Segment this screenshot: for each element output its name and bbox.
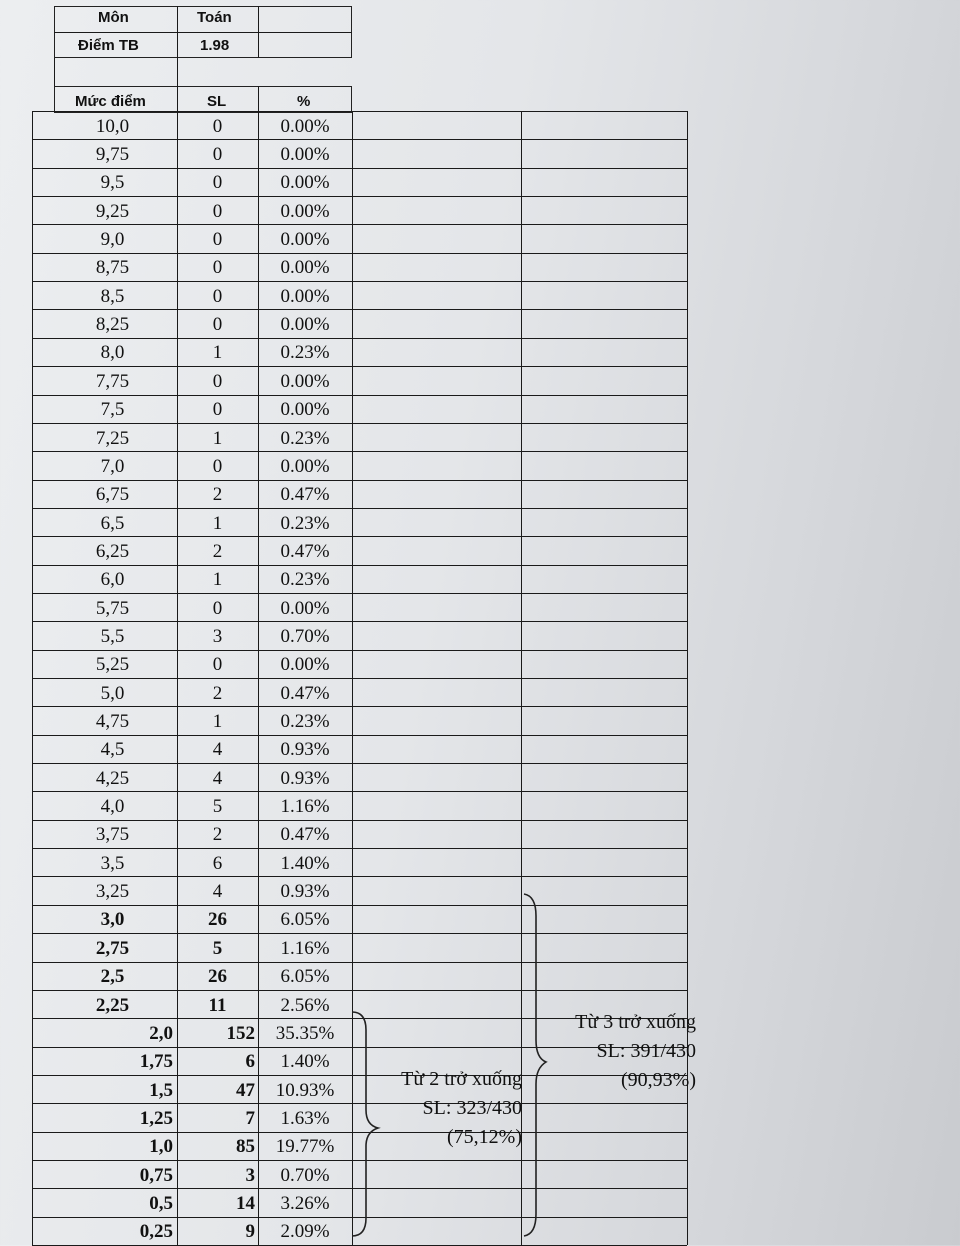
count-cell: 152 — [226, 1022, 255, 1044]
percent-cell: 0.00% — [280, 144, 330, 166]
percent-cell: 0.00% — [280, 370, 330, 392]
score-cell: 2,75 — [95, 937, 130, 959]
score-cell: 7,75 — [95, 370, 130, 392]
count-cell: 0 — [212, 597, 223, 619]
score-cell: 8,5 — [100, 285, 125, 307]
percent-cell: 0.47% — [280, 484, 330, 506]
percent-cell: 0.23% — [280, 512, 330, 534]
count-cell: 6 — [245, 1051, 255, 1073]
count-cell: 0 — [212, 370, 223, 392]
count-cell: 0 — [212, 229, 223, 251]
count-cell: 0 — [212, 654, 223, 676]
average-label: Điểm TB — [78, 37, 139, 54]
count-cell: 14 — [236, 1192, 255, 1214]
count-cell: 0 — [212, 399, 223, 421]
count-cell: 3 — [212, 625, 223, 647]
percent-cell: 0.00% — [280, 455, 330, 477]
percent-cell: 6.05% — [280, 909, 330, 931]
score-cell: 9,5 — [100, 172, 125, 194]
percent-cell: 0.00% — [280, 115, 330, 137]
percent-cell: 6.05% — [280, 966, 330, 988]
count-cell: 9 — [245, 1221, 255, 1243]
score-cell: 8,0 — [100, 342, 125, 364]
score-cell: 10,0 — [95, 115, 130, 137]
percent-cell: 1.63% — [280, 1107, 330, 1129]
score-cell: 9,25 — [95, 200, 130, 222]
percent-cell: 0.47% — [280, 824, 330, 846]
percent-cell: 1.16% — [280, 796, 330, 818]
percent-cell: 2.56% — [280, 994, 330, 1016]
percent-cell: 0.00% — [280, 314, 330, 336]
percent-cell: 0.00% — [280, 285, 330, 307]
count-cell: 0 — [212, 172, 223, 194]
count-cell: 0 — [212, 314, 223, 336]
note-below-2-title: Từ 2 trở xuống — [401, 1068, 522, 1090]
count-cell: 1 — [212, 342, 223, 364]
count-cell: 7 — [245, 1107, 255, 1129]
score-cell: 7,0 — [100, 455, 125, 477]
percent-cell: 35.35% — [275, 1022, 335, 1044]
count-cell: 4 — [212, 881, 223, 903]
subject-label: Môn — [98, 9, 129, 26]
count-cell: 26 — [208, 909, 227, 931]
percent-cell: 19.77% — [275, 1136, 335, 1158]
average-value: 1.98 — [200, 37, 230, 54]
percent-cell: 0.47% — [280, 540, 330, 562]
count-cell: 0 — [212, 144, 223, 166]
score-cell: 6,25 — [95, 540, 130, 562]
count-cell: 1 — [212, 427, 223, 449]
score-cell: 8,75 — [95, 257, 130, 279]
score-cell: 2,0 — [149, 1022, 173, 1044]
score-cell: 7,25 — [95, 427, 130, 449]
percent-cell: 0.23% — [280, 342, 330, 364]
score-cell: 0,75 — [139, 1164, 173, 1186]
score-cell: 1,25 — [139, 1107, 173, 1129]
score-cell: 2,25 — [95, 994, 130, 1016]
count-column-header: SL — [207, 93, 227, 110]
percent-cell: 0.93% — [280, 739, 330, 761]
score-cell: 8,25 — [95, 314, 130, 336]
score-cell: 5,5 — [100, 625, 125, 647]
count-cell: 0 — [212, 285, 223, 307]
count-cell: 2 — [212, 824, 223, 846]
score-cell: 9,0 — [100, 229, 125, 251]
percent-cell: 0.70% — [280, 625, 330, 647]
percent-cell: 1.40% — [280, 1051, 330, 1073]
percent-cell: 0.23% — [280, 569, 330, 591]
percent-cell: 0.00% — [280, 172, 330, 194]
score-cell: 4,0 — [100, 796, 125, 818]
score-cell: 0,25 — [139, 1221, 173, 1243]
count-cell: 5 — [212, 937, 223, 959]
score-cell: 7,5 — [100, 399, 125, 421]
count-cell: 4 — [212, 739, 223, 761]
count-cell: 11 — [208, 994, 227, 1016]
count-cell: 5 — [212, 796, 223, 818]
percent-cell: 0.47% — [280, 682, 330, 704]
percent-cell: 0.93% — [280, 767, 330, 789]
score-cell: 3,25 — [95, 881, 130, 903]
score-cell: 1,0 — [149, 1136, 173, 1158]
percent-cell: 0.00% — [280, 597, 330, 619]
score-cell: 9,75 — [95, 144, 130, 166]
note-below-2-percent: (75,12%) — [447, 1126, 522, 1148]
brace-below-3 — [524, 894, 546, 1236]
note-below-2-count: SL: 323/430 — [422, 1097, 522, 1119]
score-cell: 4,75 — [95, 711, 130, 733]
note-below-3-title: Từ 3 trở xuống — [575, 1011, 696, 1033]
count-cell: 2 — [212, 540, 223, 562]
percent-cell: 0.00% — [280, 200, 330, 222]
count-cell: 2 — [212, 484, 223, 506]
count-cell: 26 — [208, 966, 227, 988]
score-cell: 1,75 — [139, 1051, 173, 1073]
count-cell: 47 — [236, 1079, 255, 1101]
count-cell: 85 — [236, 1136, 255, 1158]
percent-cell: 0.93% — [280, 881, 330, 903]
note-below-3-count: SL: 391/430 — [596, 1040, 696, 1062]
subject-value: Toán — [197, 9, 232, 26]
score-cell: 6,0 — [100, 569, 125, 591]
score-cell: 5,0 — [100, 682, 125, 704]
score-cell: 2,5 — [100, 966, 125, 988]
percent-cell: 2.09% — [280, 1221, 330, 1243]
score-cell: 3,5 — [100, 852, 125, 874]
percent-column-header: % — [297, 93, 311, 110]
score-cell: 4,25 — [95, 767, 130, 789]
score-cell: 3,0 — [100, 909, 125, 931]
count-cell: 0 — [212, 455, 223, 477]
count-cell: 1 — [212, 569, 223, 591]
percent-cell: 1.16% — [280, 937, 330, 959]
percent-cell: 0.00% — [280, 229, 330, 251]
percent-cell: 0.00% — [280, 654, 330, 676]
note-below-3-percent: (90,93%) — [621, 1069, 696, 1091]
count-cell: 0 — [212, 115, 223, 137]
count-cell: 0 — [212, 257, 223, 279]
count-cell: 6 — [212, 852, 223, 874]
count-cell: 3 — [245, 1164, 255, 1186]
score-column-header: Mức điểm — [75, 93, 146, 110]
percent-cell: 0.00% — [280, 399, 330, 421]
percent-cell: 0.70% — [280, 1164, 330, 1186]
score-cell: 6,75 — [95, 484, 130, 506]
percent-cell: 1.40% — [280, 852, 330, 874]
brace-below-2 — [352, 1012, 378, 1236]
percent-cell: 0.00% — [280, 257, 330, 279]
score-cell: 6,5 — [100, 512, 125, 534]
count-cell: 2 — [212, 682, 223, 704]
count-cell: 1 — [212, 711, 223, 733]
count-cell: 1 — [212, 512, 223, 534]
percent-cell: 3.26% — [280, 1192, 330, 1214]
score-cell: 5,75 — [95, 597, 130, 619]
percent-cell: 0.23% — [280, 711, 330, 733]
score-cell: 5,25 — [95, 654, 130, 676]
count-cell: 0 — [212, 200, 223, 222]
percent-cell: 0.23% — [280, 427, 330, 449]
score-cell: 0,5 — [149, 1192, 173, 1214]
score-cell: 1,5 — [149, 1079, 173, 1101]
percent-cell: 10.93% — [275, 1079, 335, 1101]
score-cell: 3,75 — [95, 824, 130, 846]
count-cell: 4 — [212, 767, 223, 789]
score-cell: 4,5 — [100, 739, 125, 761]
